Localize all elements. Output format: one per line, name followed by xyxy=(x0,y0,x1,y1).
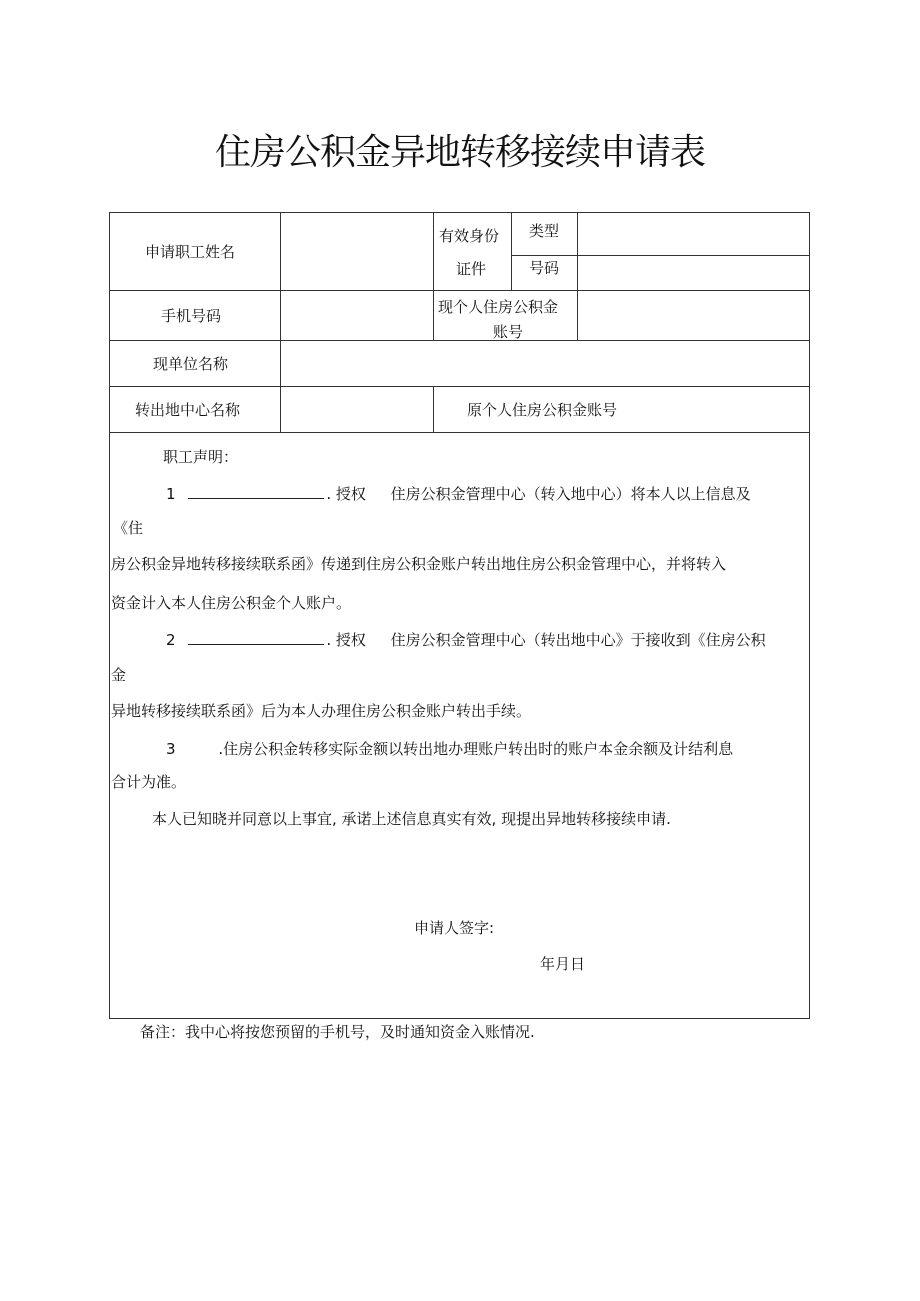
id-type-label: 类型 xyxy=(529,222,560,240)
signature-label: 申请人签字: xyxy=(414,919,495,937)
item-2-authorize: . 授权 xyxy=(326,631,366,649)
applicant-name-field[interactable] xyxy=(282,214,432,289)
phone-field[interactable] xyxy=(282,292,432,339)
consent-statement: 本人已知晓并同意以上事宜, 承诺上述信息真实有效, 现提出异地转移接续申请. xyxy=(152,810,671,828)
item-2-line-2: 金 xyxy=(111,666,127,684)
footnote: 备注：我中心将按您预留的手机号，及时通知资金入账情况. xyxy=(140,1023,535,1041)
item-2-blank-field[interactable] xyxy=(188,628,324,645)
item-3-number: 3 xyxy=(166,740,176,758)
item-3-text: .住房公积金转移实际金额以转出地办理账户转出时的账户本金余额及计结利息 xyxy=(218,740,734,758)
current-account-label-line1: 现个人住房公积金 xyxy=(438,298,559,316)
current-account-label-line2: 账号 xyxy=(493,323,524,341)
declaration-item-2 xyxy=(166,628,766,651)
item-1-number: 1 xyxy=(166,485,176,503)
id-number-field[interactable] xyxy=(579,257,808,289)
out-center-field[interactable] xyxy=(282,388,432,431)
id-document-label-line2: 证件 xyxy=(456,260,487,278)
current-employer-field[interactable] xyxy=(282,342,808,385)
current-employer-label: 现单位名称 xyxy=(153,355,229,373)
signature-field[interactable] xyxy=(508,914,708,940)
item-1-text: 住房公积金管理中心（转入地中心）将本人以上信息及 xyxy=(390,485,751,503)
item-1-line-4: 资金计入本人住房公积金个人账户。 xyxy=(111,594,352,612)
item-1-authorize: . 授权 xyxy=(326,485,366,503)
applicant-name-label: 申请职工姓名 xyxy=(145,243,236,261)
item-1-line-3: 房公积金异地转移接续联系函》传递到住房公积金账户转出地住房公积金管理中心，并将转入 xyxy=(111,555,727,573)
item-2-text: 住房公积金管理中心（转出地中心》于接收到《住房公积 xyxy=(390,631,766,649)
declaration-heading: 职工声明： xyxy=(163,448,239,466)
item-1-blank-field[interactable] xyxy=(188,482,324,499)
date-label: 年月日 xyxy=(540,955,586,973)
original-account-label: 原个人住房公积金账号 xyxy=(467,401,618,419)
id-type-field[interactable] xyxy=(579,214,808,254)
phone-label: 手机号码 xyxy=(161,307,222,325)
current-account-field[interactable] xyxy=(579,292,808,339)
item-2-number: 2 xyxy=(166,631,176,649)
item-3-line-2: 合计为准。 xyxy=(111,773,187,791)
page-title: 住房公积金异地转移接续申请表 xyxy=(214,132,705,173)
out-center-label: 转出地中心名称 xyxy=(135,401,241,419)
id-number-label: 号码 xyxy=(529,259,560,277)
item-1-line-2: 《住 xyxy=(113,519,144,537)
declaration-item-1 xyxy=(166,482,751,505)
id-document-label-line1: 有效身份 xyxy=(439,227,500,245)
declaration-item-3 xyxy=(166,738,733,760)
item-2-line-3: 异地转移接续联系函》后为本人办理住房公积金账户转出手续。 xyxy=(111,702,532,720)
